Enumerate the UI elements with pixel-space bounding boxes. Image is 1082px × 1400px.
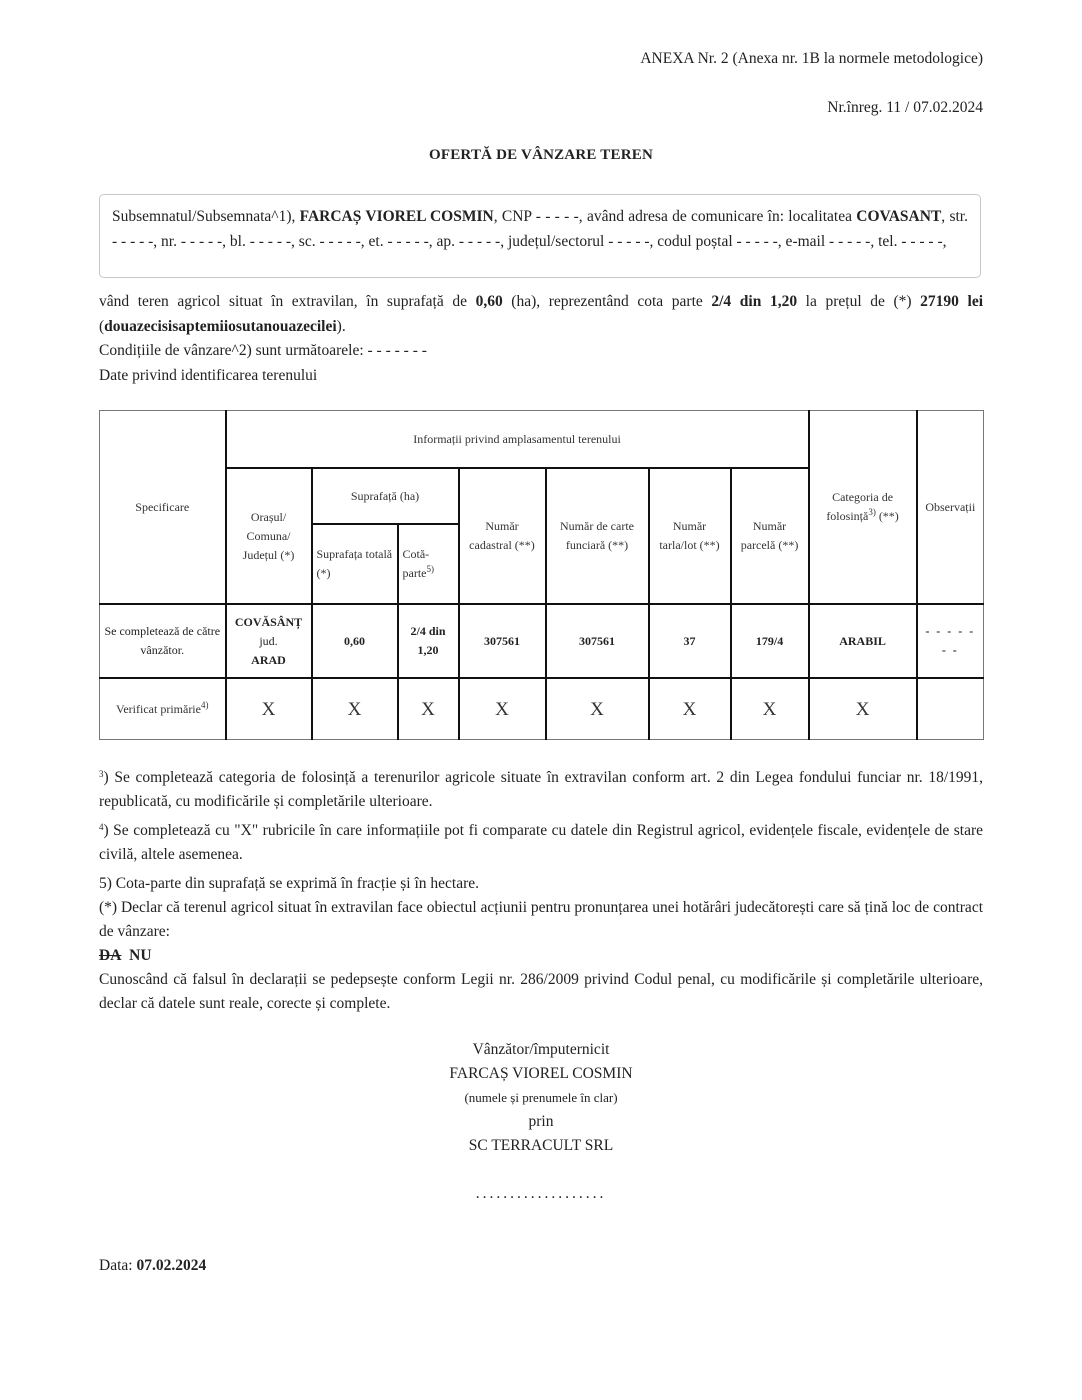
verified-mark: X bbox=[809, 678, 917, 740]
offer-text: ( bbox=[99, 317, 105, 335]
footnote-3: $^3$) Se completează categoria de folosință a terenurilor agricole situate în extravilan conform art. 2 din Legea fondului funciar nr. 18/1991, republicată, cu modificările și completările ulterioare. bbox=[99, 769, 983, 810]
truthfulness-declaration: Cunoscând că falsul în declarații se pedepsește conform Legii nr. 286/2009 privind Codul penal, cu modificările și completările ulterioare, declar că datele sunt reale, corecte și complete. bbox=[99, 971, 983, 1012]
header-observatii: Observații bbox=[917, 411, 984, 605]
offer-price: 27190 lei bbox=[920, 293, 984, 310]
document-date: Data: 07.02.2024 bbox=[99, 1257, 207, 1274]
header-specificare: Specificare bbox=[100, 411, 226, 605]
option-nu: NU bbox=[129, 947, 152, 964]
verified-mark: X bbox=[226, 678, 312, 740]
seller-name: FARCAȘ VIOREL COSMIN bbox=[299, 208, 494, 225]
document-title: OFERTĂ DE VÂNZARE TEREN bbox=[429, 147, 653, 163]
annex-reference: ANEXA Nr. 2 (Anexa nr. 1B la normele metodologice) bbox=[640, 50, 983, 67]
land-data-table bbox=[99, 410, 984, 740]
header-info-group: Informații privind amplasamentul terenului bbox=[226, 411, 809, 469]
verified-mark: X bbox=[649, 678, 731, 740]
header-nr-cadastral: Număr cadastral (**) bbox=[459, 468, 546, 604]
signer-name: FARCAȘ VIOREL COSMIN bbox=[449, 1065, 633, 1082]
cell-observatii: - - - - - - - bbox=[917, 604, 984, 678]
offer-share: 2/4 din 1,20 bbox=[711, 293, 798, 310]
header-suprafata-group: Suprafață (ha) bbox=[312, 468, 459, 524]
header-nr-carte: Număr de carte funciară (**) bbox=[546, 468, 649, 604]
court-action-declaration: (*) Declar că terenul agricol situat în extravilan face obiectul acțiunii pentru pronunțarea unei hotărâri judecătorești care să țină loc de contract de vânzare: bbox=[99, 899, 983, 940]
cell-suprafata-totala: 0,60 bbox=[312, 604, 398, 678]
signer-name-hint: (numele și prenumele în clar) bbox=[464, 1090, 618, 1105]
offer-surface: 0,60 bbox=[475, 293, 503, 310]
signature-line: ................... bbox=[475, 1185, 607, 1202]
table-row-verified bbox=[100, 678, 984, 740]
offer-text: (ha), reprezentând cota parte bbox=[502, 293, 712, 310]
row-label-verified: Verificat primărie$^{4)}$ bbox=[100, 678, 226, 740]
cell-oras: COVĂSÂNȚ jud. ARAD bbox=[226, 604, 312, 678]
registration-number: Nr.înreg. 11 / 07.02.2024 bbox=[827, 99, 983, 116]
option-da: DA bbox=[99, 947, 122, 964]
table-row-seller bbox=[100, 604, 984, 678]
verified-mark: X bbox=[312, 678, 398, 740]
verified-mark: X bbox=[546, 678, 649, 740]
footnote-4: $^4$) Se completează cu "X" rubricile în care informațiile pot fi comparate cu datele din Registrul agricol, evidențele fiscale, evidențele de stare civilă, altele asemenea. bbox=[99, 822, 983, 863]
signer-role: Vânzător/împuternicit bbox=[472, 1041, 610, 1058]
offer-paragraph bbox=[99, 290, 983, 388]
verified-mark: X bbox=[459, 678, 546, 740]
offer-text: la prețul de (*) bbox=[797, 293, 921, 310]
offer-text: ). bbox=[336, 317, 346, 335]
cell-nr-carte: 307561 bbox=[546, 604, 649, 678]
identity-text: Subsemnatul/Subsemnata^1), bbox=[112, 208, 300, 225]
signer-prin: prin bbox=[528, 1113, 554, 1130]
yes-no-choice bbox=[99, 944, 983, 968]
seller-locality: COVASANT bbox=[856, 208, 942, 225]
cell-categoria: ARABIL bbox=[809, 604, 917, 678]
footnotes bbox=[99, 766, 983, 1016]
offer-price-words: douazecisisaptemiiosutanouazecilei bbox=[104, 317, 337, 335]
cell-cota-parte: 2/4 din 1,20 bbox=[398, 604, 459, 678]
identity-text: , CNP - - - - -, având adresa de comunicare în: localitatea bbox=[493, 208, 857, 225]
signer-company: SC TERRACULT SRL bbox=[468, 1137, 614, 1154]
cell-nr-parcela: 179/4 bbox=[731, 604, 809, 678]
header-cota-parte: Cotă-parte$^{5)}$ bbox=[398, 524, 459, 604]
signature-block bbox=[391, 1038, 691, 1158]
sale-conditions: Condițiile de vânzare^2) sunt următoarele: - - - - - - - bbox=[99, 342, 427, 359]
footnote-5: 5) Cota-parte din suprafață se exprimă în fracție și în hectare. bbox=[99, 875, 480, 892]
verified-observatii bbox=[917, 678, 984, 740]
header-categoria: Categoria de folosință$^{3)}$ (**) bbox=[809, 411, 917, 605]
row-label-seller: Se completează de către vânzător. bbox=[100, 604, 226, 678]
identity-text: , str. - - - - -, nr. - - - - -, bl. - - - - -, sc. - - - - -, et. - - - - -, ap. - - - - -, județul/sectorul - - - - -, codul poștal - - - - -, e-mail - - - - -, tel. - - - - -, bbox=[112, 208, 968, 250]
verified-mark: X bbox=[731, 678, 809, 740]
land-identification-heading: Date privind identificarea terenului bbox=[99, 366, 318, 384]
header-suprafata-totala: Suprafața totală (*) bbox=[312, 524, 398, 604]
seller-identity-box bbox=[99, 194, 981, 278]
verified-mark: X bbox=[398, 678, 459, 740]
header-oras: Orașul/ Comuna/ Județul (*) bbox=[226, 468, 312, 604]
header-nr-tarla: Număr tarla/lot (**) bbox=[649, 468, 731, 604]
cell-nr-tarla: 37 bbox=[649, 604, 731, 678]
cell-nr-cadastral: 307561 bbox=[459, 604, 546, 678]
offer-text: vând teren agricol situat în extravilan, în suprafață de bbox=[99, 293, 476, 310]
header-nr-parcela: Număr parcelă (**) bbox=[731, 468, 809, 604]
